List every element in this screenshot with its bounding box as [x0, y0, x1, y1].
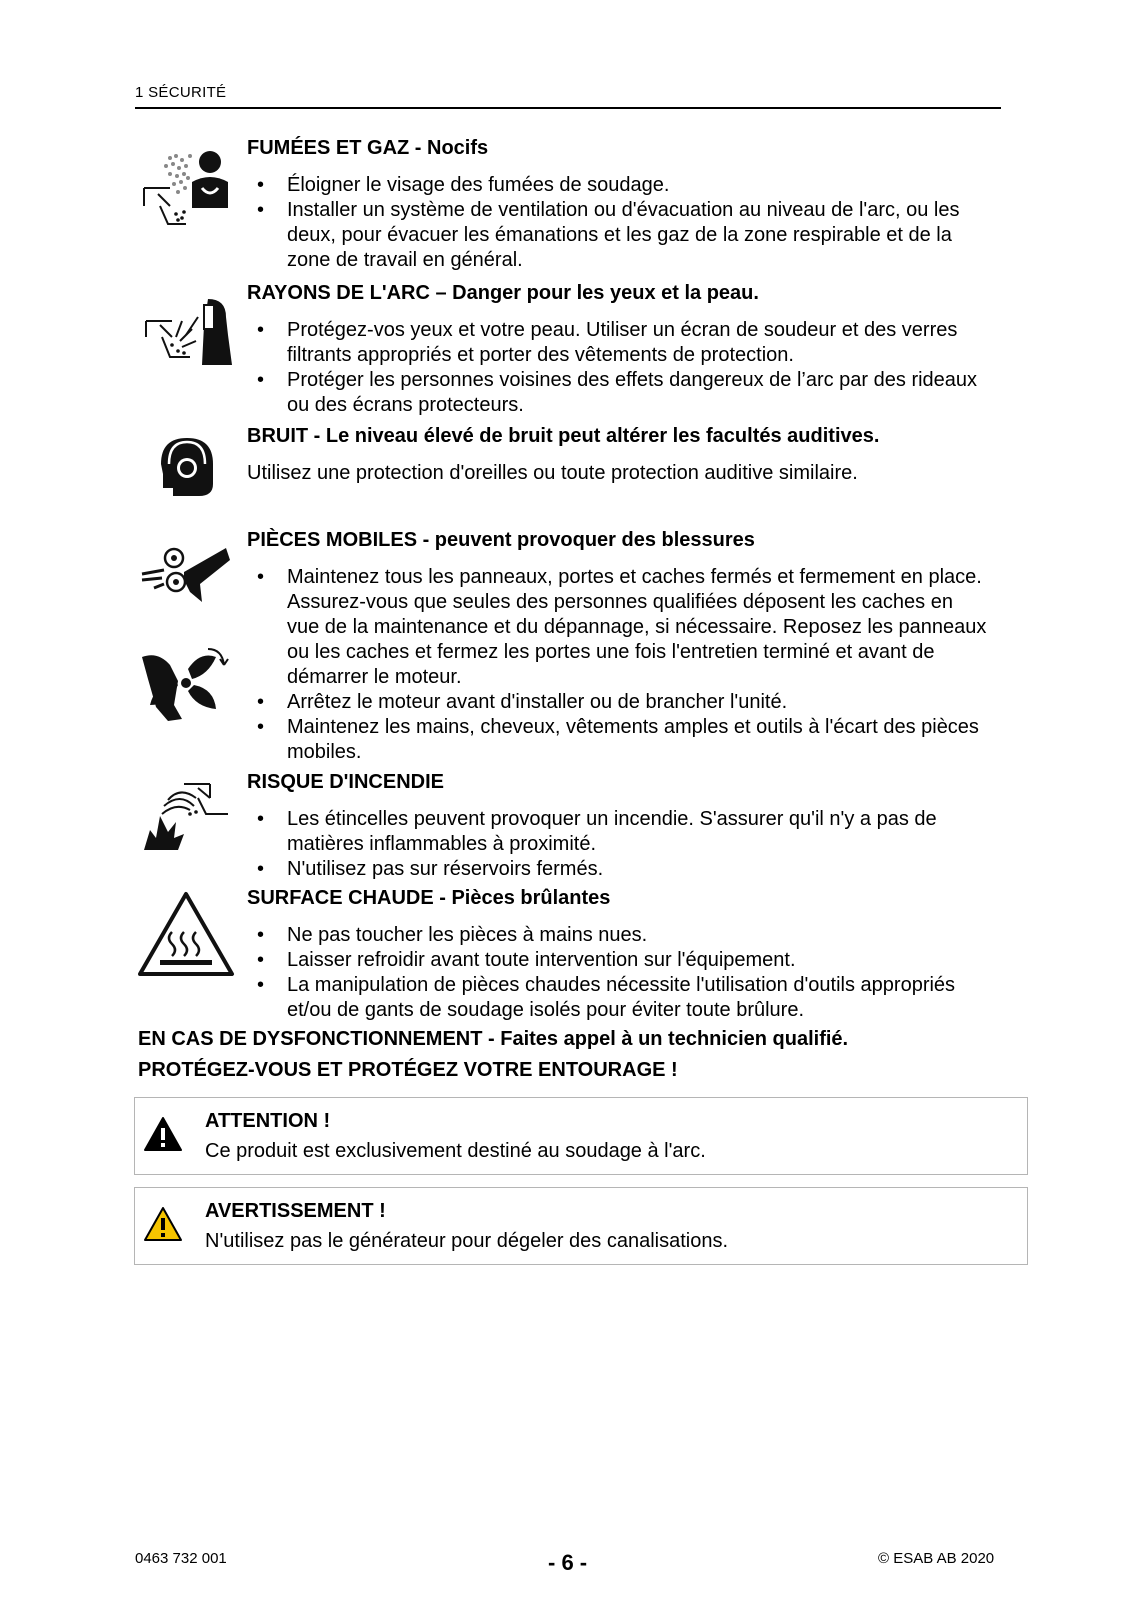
attention-triangle-icon	[143, 1116, 183, 1152]
moving-parts-section	[247, 528, 987, 765]
hot-surface-title: SURFACE CHAUDE - Pièces brûlantes	[247, 887, 611, 909]
arc-bullet: • Protéger les personnes voisines des effets dangereux de l’arc par des rideaux ou des écrans protecteurs.	[247, 368, 987, 418]
moving-parts-bullet: • Maintenez tous les panneaux, portes et caches fermés et fermement en place. Assurez-vous que seules des personnes qualifiées déposent les caches en vue de la maintenance et du dépannage, si nécessaire. Reposez les panneaux ou les caches et fermez les portes une fois l'entretien terminé et avant de démarrer le moteur.	[247, 565, 987, 690]
noise-title: BRUIT - Le niveau élevé de bruit peut altérer les facultés auditives.	[247, 425, 880, 447]
warning-title: AVERTISSEMENT !	[205, 1200, 386, 1222]
moving-parts-title: PIÈCES MOBILES - peuvent provoquer des blessures	[247, 529, 755, 551]
hot-surface-bullet: • Laisser refroidir avant toute intervention sur l'équipement.	[247, 948, 987, 973]
arc-rays-hazard-icon	[142, 295, 234, 367]
moving-parts-bullet: • Maintenez les mains, cheveux, vêtements amples et outils à l'écart des pièces mobiles.	[247, 715, 987, 765]
protect-notice: PROTÉGEZ-VOUS ET PROTÉGEZ VOTRE ENTOURAGE !	[138, 1059, 678, 1081]
hot-surface-bullet: • La manipulation de pièces chaudes nécessite l'utilisation d'outils appropriés et/ou de gants de soudage isolés pour éviter toute brûlure.	[247, 973, 987, 1023]
malfunction-notice: EN CAS DE DYSFONCTIONNEMENT - Faites appel à un technicien qualifié.	[138, 1028, 849, 1050]
attention-title: ATTENTION !	[205, 1110, 331, 1132]
attention-text: Ce produit est exclusivement destiné au soudage à l'arc.	[205, 1140, 706, 1162]
hot-surface-bullet: • Ne pas toucher les pièces à mains nues.	[247, 923, 987, 948]
noise-text: Utilisez une protection d'oreilles ou toute protection auditive similaire.	[247, 462, 858, 484]
document-number: 0463 732 001	[135, 1550, 227, 1567]
fumes-hazard-icon	[140, 148, 235, 230]
page-number: - 6 -	[548, 1550, 588, 1575]
warning-triangle-icon	[143, 1206, 183, 1242]
copyright: © ESAB AB 2020	[878, 1550, 995, 1567]
header-rule	[135, 107, 1001, 109]
fire-hazard-icon	[140, 776, 232, 852]
fumes-bullet: • Éloigner le visage des fumées de soudage.	[247, 173, 987, 198]
fire-title: RISQUE D'INCENDIE	[247, 771, 445, 793]
moving-parts-bullet: • Arrêtez le moteur avant d'installer ou de brancher l'unité.	[247, 690, 987, 715]
fire-bullet: • N'utilisez pas sur réservoirs fermés.	[247, 857, 987, 882]
attention-box	[134, 1097, 1028, 1175]
gear-hand-hazard-icon	[140, 544, 232, 606]
warning-text: N'utilisez pas le générateur pour dégeler des canalisations.	[205, 1230, 729, 1252]
fumes-section	[247, 136, 987, 273]
section-header: 1 SÉCURITÉ	[135, 84, 227, 101]
arc-title: RAYONS DE L'ARC – Danger pour les yeux et la peau.	[247, 282, 759, 304]
arc-section	[247, 281, 987, 418]
arc-bullet: • Protégez-vos yeux et votre peau. Utiliser un écran de soudeur et des verres filtrants appropriés et porter des vêtements de protection.	[247, 318, 987, 368]
warning-box	[134, 1187, 1028, 1265]
fumes-bullet: • Installer un système de ventilation ou d'évacuation au niveau de l'arc, ou les deux, pour évacuer les émanations et les gaz de la zone respirable et de la zone de travail en général.	[247, 198, 987, 273]
ear-protection-icon	[155, 434, 217, 500]
fumes-title: FUMÉES ET GAZ - Nocifs	[247, 137, 489, 159]
noise-section	[247, 424, 987, 486]
hot-surface-warning-icon	[136, 890, 236, 978]
fire-section	[247, 770, 987, 882]
fan-hand-hazard-icon	[138, 645, 230, 727]
hot-surface-section	[247, 886, 987, 1023]
fire-bullet: • Les étincelles peuvent provoquer un incendie. S'assurer qu'il n'y a pas de matières inflammables à proximité.	[247, 807, 987, 857]
